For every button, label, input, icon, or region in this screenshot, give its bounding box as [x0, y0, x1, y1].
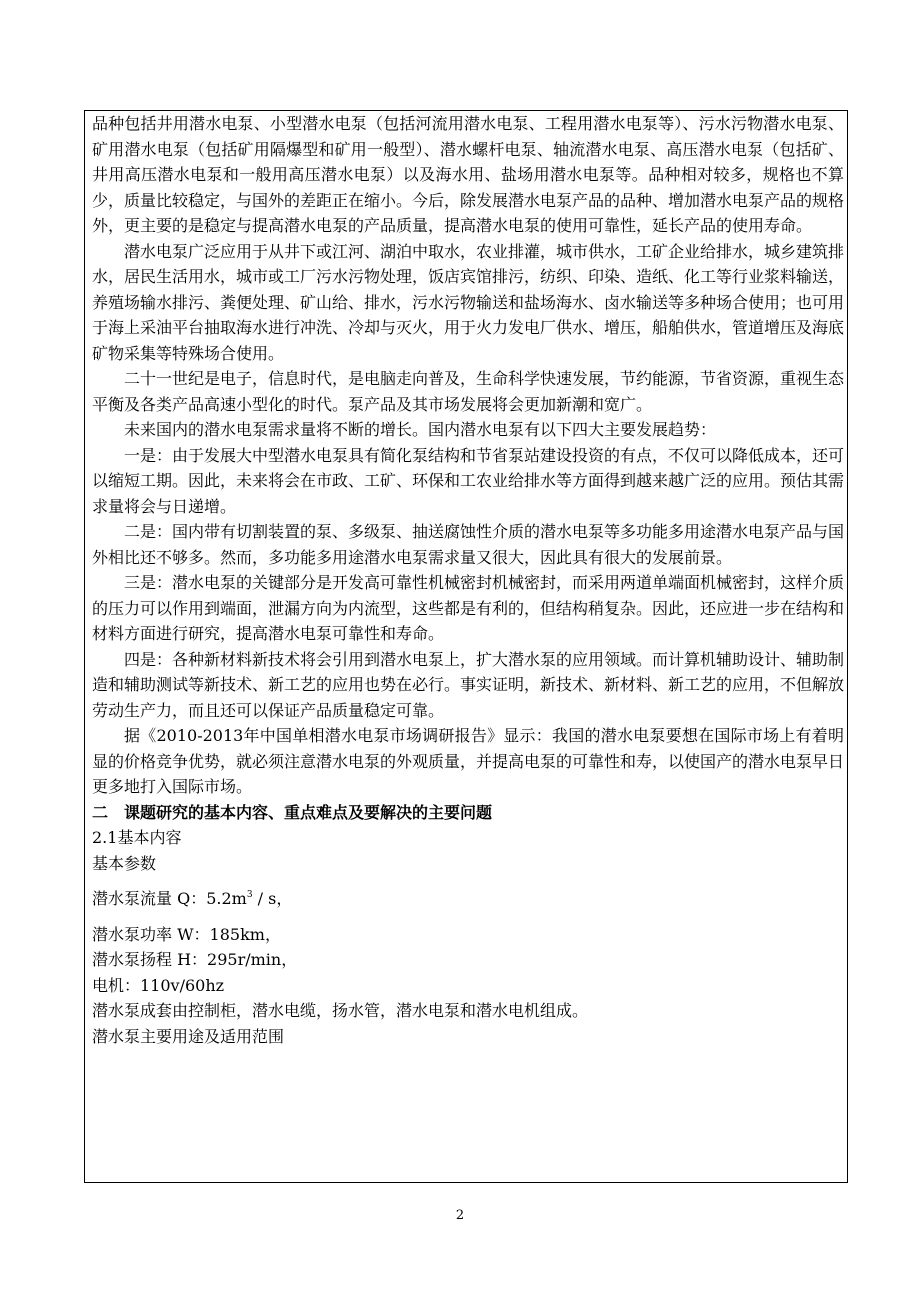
paragraph-trend-four: 四是：各种新材料新技术将会引用到潜水电泵上，扩大潜水泵的应用领域。而计算机辅助设计、辅助制造和辅助测试等新技术、新工艺的应用也势在必行。事实证明，新技术、新材料、新工艺的应用，不但解放劳动生产力，而且还可以保证产品质量稳定可靠。	[92, 649, 845, 720]
paragraph-trend-one: 一是：由于发展大中型潜水电泵具有简化泵结构和节省泵站建设投资的有点，不仅可以降低成本，还可以缩短工期。因此，未来将会在市政、工矿、环保和工农业给排水等方面得到越来越广泛的应用。预估其需求量将会与日递增。	[92, 445, 845, 516]
usage-heading: 潜水泵主要用途及适用范围	[92, 1026, 285, 1046]
paragraph-trend-three: 三是：潜水电泵的关键部分是开发高可靠性机械密封机械密封，而采用两道单端面机械密封，这样介质的压力可以作用到端面，泄漏方向为内流型，这些都是有利的，但结构稍复杂。因此，还应进一步在结构和材料方面进行研究，提高潜水电泵可靠性和寿命。	[92, 573, 845, 643]
flow-exponent: 3	[246, 890, 253, 900]
head-param: 潜水泵扬程 H：295r/min，	[92, 950, 298, 969]
paragraph-applications: 潜水电泵广泛应用于从井下或江河、湖泊中取水，农业排灌，城市供水，工矿企业给排水，城乡建筑排水，居民生活用水，城市或工厂污水污物处理，饭店宾馆排污，纺织、印染、造纸、化工等行业浆料输送，养殖场输水排污、粪便处理、矿山给、排水，污水污物输送和盐场海水、卤水输送等多种场合使用；也可用于海上采油平台抽取海水进行冲洗、冷却与灭火，用于火力发电厂供水、增压，船舶供水，管道增压及海底矿物采集等特殊场合使用。	[92, 241, 845, 363]
section-heading: 二 课题研究的基本内容、重点难点及要解决的主要问题	[92, 802, 493, 822]
paragraph-21st-century: 二十一世纪是电子，信息时代，是电脑走向普及，生命科学快速发展，节约能源，节省资源，重视生态平衡及各类产品高速小型化的时代。泵产品及其市场发展将会更加新潮和宽广。	[92, 369, 845, 414]
subsection-heading: 2.1基本内容	[92, 828, 182, 847]
paragraph-trends-intro: 未来国内的潜水电泵需求量将不断的增长。国内潜水电泵有以下四大主要发展趋势：	[124, 420, 717, 439]
paragraph-product-varieties: 品种包括井用潜水电泵、小型潜水电泵（包括河流用潜水电泵、工程用潜水电泵等）、污水污物潜水电泵、矿用潜水电泵（包括矿用隔爆型和矿用一般型）、潜水螺杆电泵、轴流潜水电泵、高压潜水电泵（包括矿、井用高压潜水电泵和一般用高压潜水电泵）以及海水用、盐场用潜水电泵等。品种相对较多，规格也不算少，质量比较稳定，与国外的差距正在缩小。今后，除发展潜水电泵产品的品种、增加潜水电泵产品的规格外，更主要的是稳定与提高潜水电泵的产品质量，提高潜水电泵的使用可靠性，延长产品的使用寿命。	[92, 114, 845, 235]
paragraph-market-report: 据《2010-2013年中国单相潜水电泵市场调研报告》显示：我国的潜水电泵要想在国际市场上有着明显的价格竞争优势，就必须注意潜水电泵的外观质量，并提高电泵的可靠性和寿，以使国产的潜水电泵早日更多地打入国际市场。	[92, 726, 845, 796]
flow-unit: / s，	[252, 889, 293, 908]
flow-param	[92, 886, 844, 912]
basic-params-label: 基本参数	[92, 853, 157, 873]
motor-param: 电机：110v/60hz	[92, 975, 225, 995]
power-param: 潜水泵功率 W：185km，	[92, 924, 281, 944]
paragraph-trend-two: 二是：国内带有切割装置的泵、多级泵、抽送腐蚀性介质的潜水电泵等多功能多用途潜水电泵产品与国外相比还不够多。然而，多功能多用途潜水电泵需求量又很大，因此具有很大的发展前景。	[92, 522, 845, 567]
flow-label: 潜水泵流量 Q：5.2m	[92, 889, 247, 908]
composition-text: 潜水泵成套由控制柜，潜水电缆，扬水管，潜水电泵和潜水电机组成。	[92, 1001, 589, 1020]
document-body	[92, 111, 844, 1049]
page-number: 2	[455, 1208, 465, 1223]
